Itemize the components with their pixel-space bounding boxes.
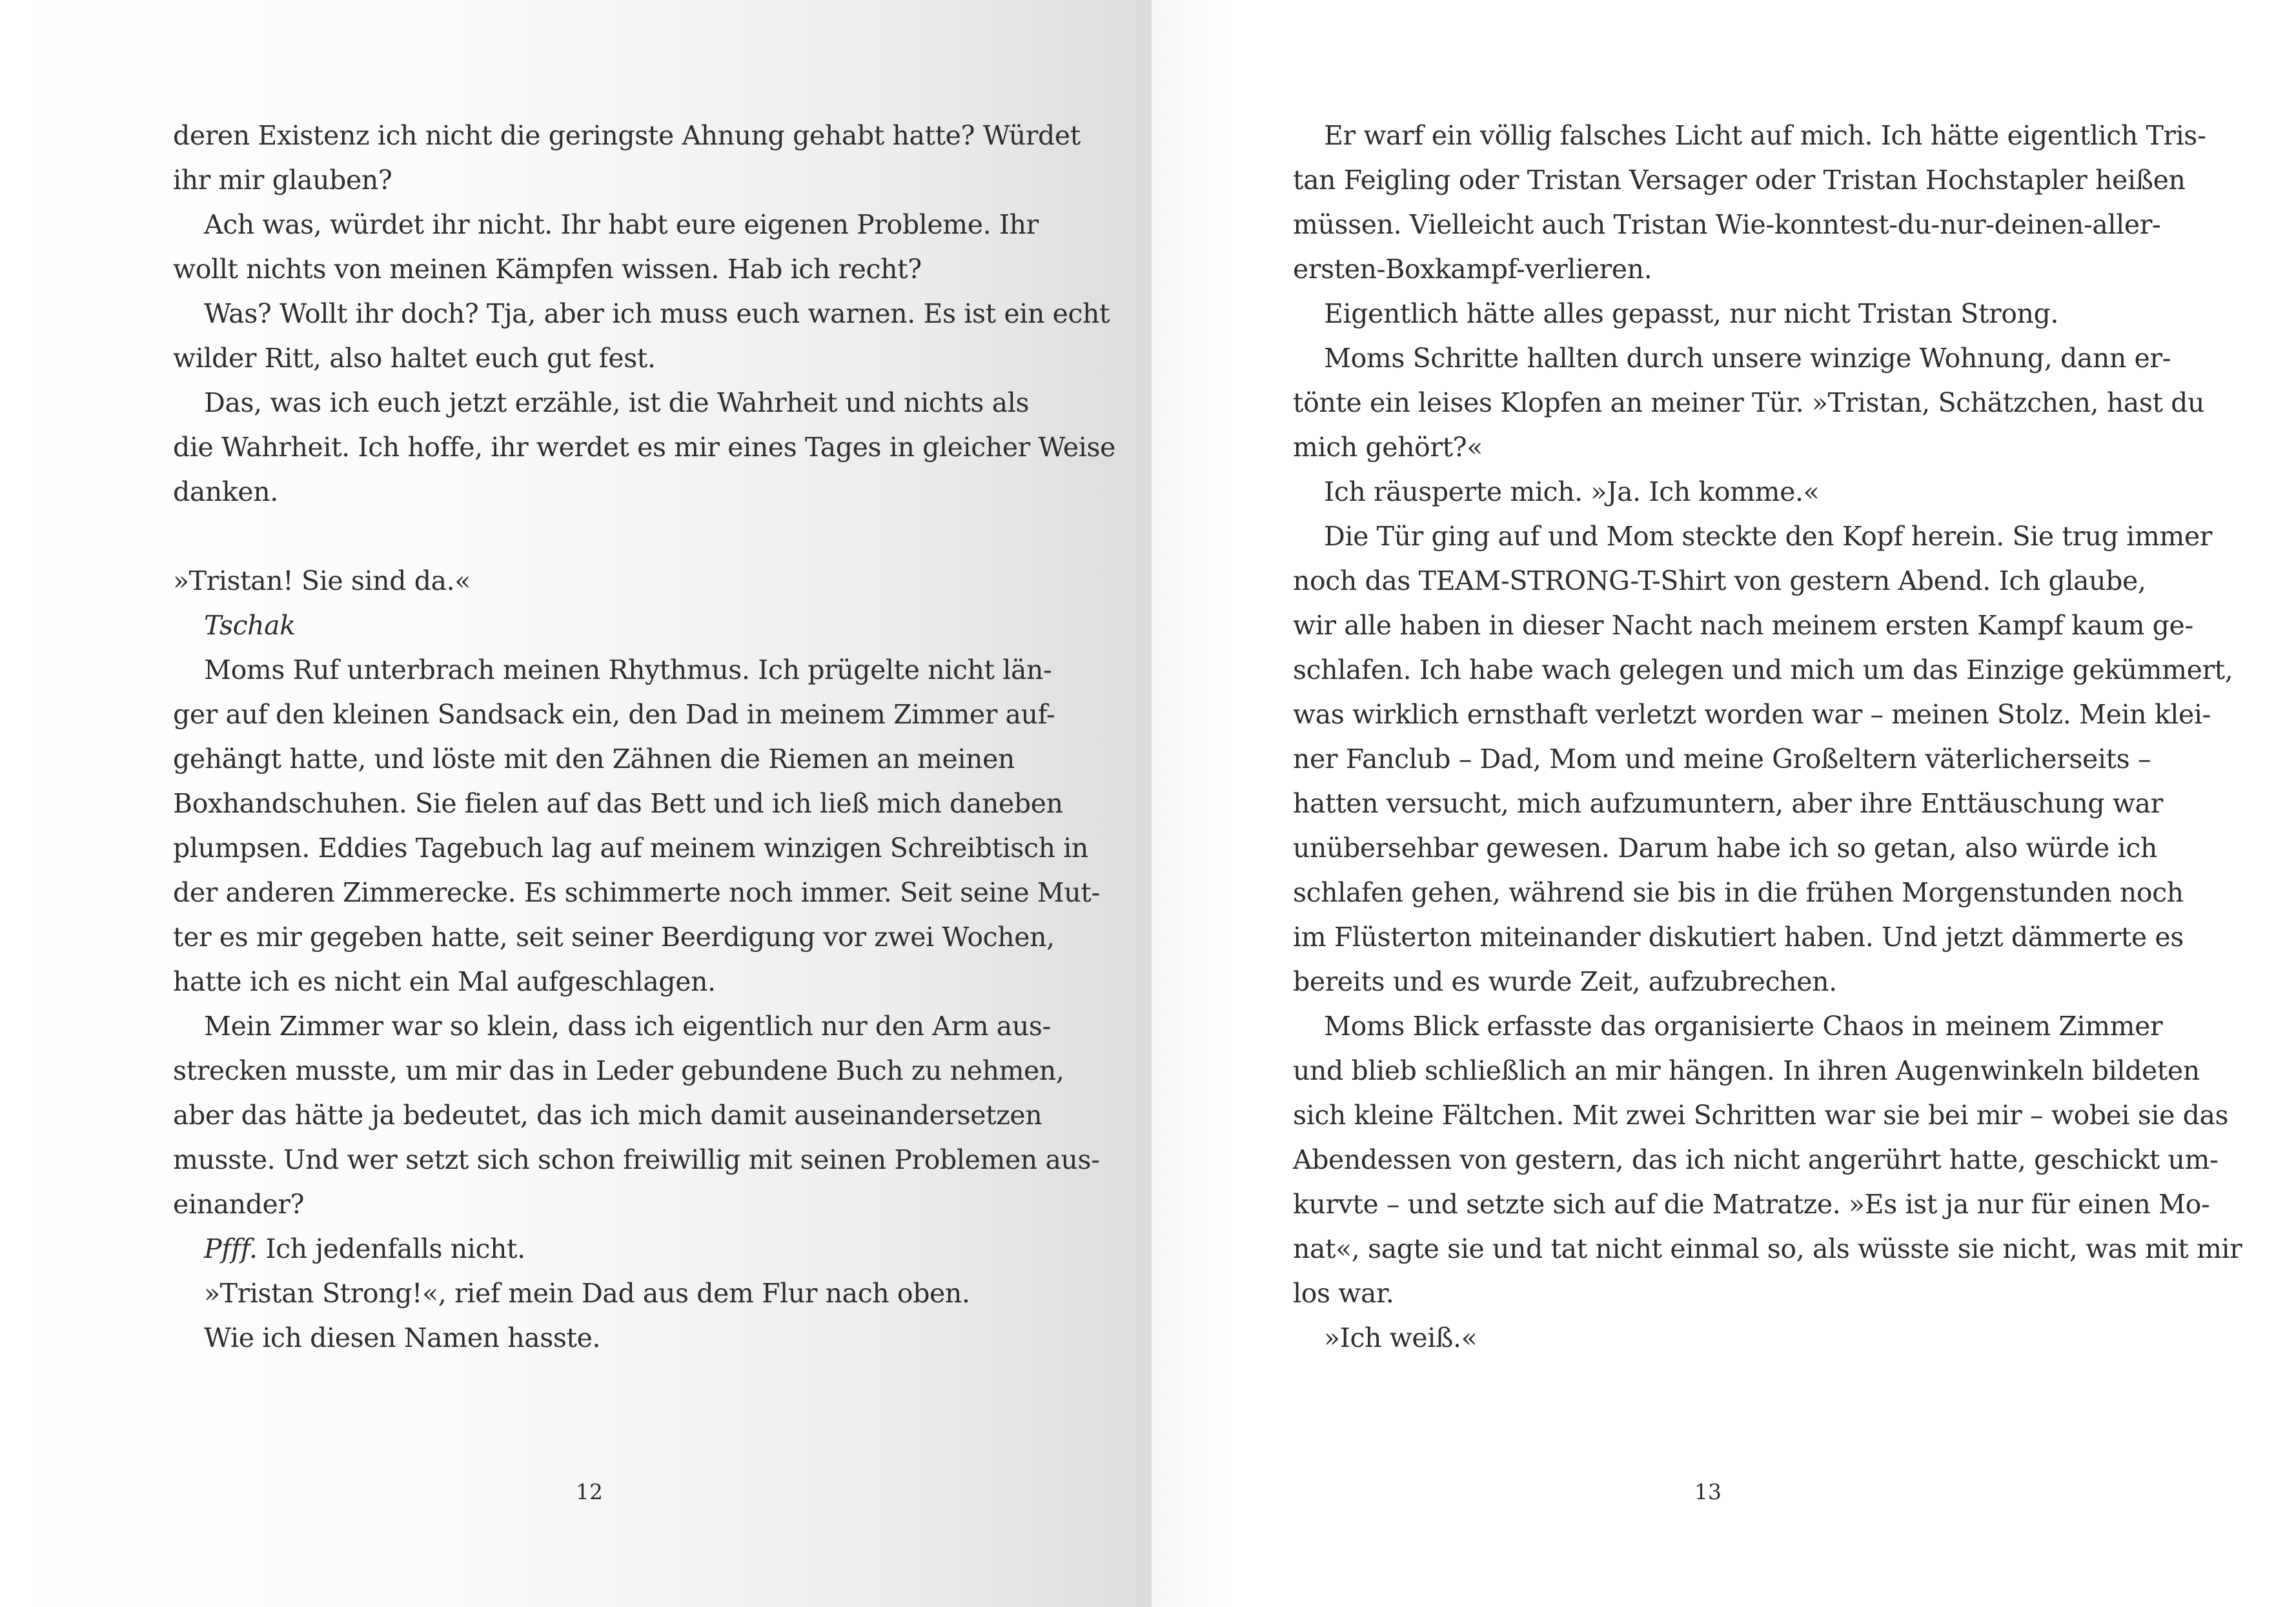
text-line: gehängt hatte, und löste mit den Zähnen die Riemen an meinen: [173, 743, 1015, 774]
text-line: unübersehbar gewesen. Darum habe ich so getan, also würde ich: [1293, 833, 2157, 864]
text-line: sich kleine Fältchen. Mit zwei Schritten war sie bei mir – wobei sie das: [1293, 1100, 2229, 1131]
text-line: und blieb schließlich an mir hängen. In ihren Augenwinkeln bildeten: [1293, 1055, 2200, 1086]
text-line: tönte ein leises Klopfen an meiner Tür. »Tristan, Schätzchen, hast du: [1293, 387, 2205, 418]
text-line: wollt nichts von meinen Kämpfen wissen. Hab ich recht?: [173, 254, 922, 285]
text-line: hatte ich es nicht ein Mal aufgeschlagen.: [173, 966, 716, 997]
text-line: die Wahrheit. Ich hoffe, ihr werdet es mir eines Tages in gleicher Weise: [173, 432, 1115, 463]
text-line: noch das TEAM-STRONG-T-Shirt von gestern Abend. Ich glaube,: [1293, 565, 2146, 596]
text-line: Was? Wollt ihr doch? Tja, aber ich muss euch warnen. Es ist ein echt: [204, 298, 1110, 329]
text-line: Boxhandschuhen. Sie fielen auf das Bett und ich ließ mich daneben: [173, 788, 1063, 819]
text-line: Das, was ich euch jetzt erzähle, ist die Wahrheit und nichts als: [204, 387, 1030, 418]
text-line: hatten versucht, mich aufzumuntern, aber ihre Enttäuschung war: [1293, 788, 2163, 819]
text-line: »Tristan Strong!«, rief mein Dad aus dem Flur nach oben.: [204, 1278, 970, 1309]
text-line: aber das hätte ja bedeutet, das ich mich damit auseinandersetzen: [173, 1100, 1042, 1131]
text-line: Tschak: [204, 610, 296, 641]
text-line: ter es mir gegeben hatte, seit seiner Beerdigung vor zwei Wochen,: [173, 922, 1055, 953]
right-page-text: [1152, 0, 2296, 1607]
text-line: musste. Und wer setzt sich schon freiwillig mit seinen Problemen aus-: [173, 1144, 1100, 1175]
text-line: deren Existenz ich nicht die geringste Ahnung gehabt hatte? Würdet: [173, 120, 1081, 151]
text-line: ihr mir glauben?: [173, 165, 392, 196]
right-page: [1152, 0, 2296, 1607]
text-line: Ach was, würdet ihr nicht. Ihr habt eure eigenen Probleme. Ihr: [204, 209, 1039, 240]
text-line: Moms Schritte hallten durch unsere winzige Wohnung, dann er-: [1324, 343, 2171, 374]
text-line: Abendessen von gestern, das ich nicht angerührt hatte, geschickt um-: [1293, 1144, 2219, 1175]
text-line: Eigentlich hätte alles gepasst, nur nicht Tristan Strong.: [1324, 298, 2059, 329]
text-line: der anderen Zimmerecke. Es schimmerte noch immer. Seit seine Mut-: [173, 877, 1100, 908]
text-line: Die Tür ging auf und Mom steckte den Kopf herein. Sie trug immer: [1324, 521, 2212, 552]
text-line: schlafen. Ich habe wach gelegen und mich um das Einzige gekümmert,: [1293, 654, 2233, 685]
text-line: ersten-Boxkampf-verlieren.: [1293, 254, 1652, 285]
text-line: plumpsen. Eddies Tagebuch lag auf meinem winzigen Schreibtisch in: [173, 833, 1088, 864]
text-line: Er warf ein völlig falsches Licht auf mich. Ich hätte eigentlich Tris-: [1324, 120, 2206, 151]
text-line: Ich räusperte mich. »Ja. Ich komme.«: [1324, 476, 1820, 507]
text-line: was wirklich ernsthaft verletzt worden war – meinen Stolz. Mein klei-: [1293, 699, 2211, 730]
text-line: wilder Ritt, also haltet euch gut fest.: [173, 343, 656, 374]
text-line: Pfff. Ich jedenfalls nicht.: [204, 1233, 525, 1264]
text-line: Moms Blick erfasste das organisierte Chaos in meinem Zimmer: [1324, 1011, 2163, 1042]
text-line: Moms Ruf unterbrach meinen Rhythmus. Ich prügelte nicht län-: [204, 654, 1052, 685]
right-page-number: 13: [1694, 1479, 1722, 1504]
text-line: schlafen gehen, während sie bis in die frühen Morgenstunden noch: [1293, 877, 2184, 908]
text-line: müssen. Vielleicht auch Tristan Wie-konntest-du-nur-deinen-aller-: [1293, 209, 2161, 240]
text-line: wir alle haben in dieser Nacht nach meinem ersten Kampf kaum ge-: [1293, 610, 2193, 641]
text-line: ger auf den kleinen Sandsack ein, den Dad in meinem Zimmer auf-: [173, 699, 1055, 730]
text-line: los war.: [1293, 1278, 1394, 1309]
text-line: Wie ich diesen Namen hasste.: [204, 1322, 601, 1353]
text-line: danken.: [173, 476, 278, 507]
text-line: »Ich weiß.«: [1324, 1322, 1478, 1353]
text-line: im Flüsterton miteinander diskutiert haben. Und jetzt dämmerte es: [1293, 922, 2184, 953]
text-line: »Tristan! Sie sind da.«: [173, 565, 471, 596]
text-line: strecken musste, um mir das in Leder gebundene Buch zu nehmen,: [173, 1055, 1064, 1086]
text-line: nat«, sagte sie und tat nicht einmal so, als wüsste sie nicht, was mit mir: [1293, 1233, 2242, 1264]
text-line: tan Feigling oder Tristan Versager oder Tristan Hochstapler heißen: [1293, 165, 2186, 196]
text-line: einander?: [173, 1189, 305, 1220]
text-line: Mein Zimmer war so klein, dass ich eigentlich nur den Arm aus-: [204, 1011, 1051, 1042]
left-page-number: 12: [576, 1479, 603, 1504]
text-line: kurvte – und setzte sich auf die Matratze. »Es ist ja nur für einen Mo-: [1293, 1189, 2210, 1220]
text-line: bereits und es wurde Zeit, aufzubrechen.: [1293, 966, 1837, 997]
text-line: ner Fanclub – Dad, Mom und meine Großeltern väterlicherseits –: [1293, 743, 2151, 774]
text-line: mich gehört?«: [1293, 432, 1483, 463]
